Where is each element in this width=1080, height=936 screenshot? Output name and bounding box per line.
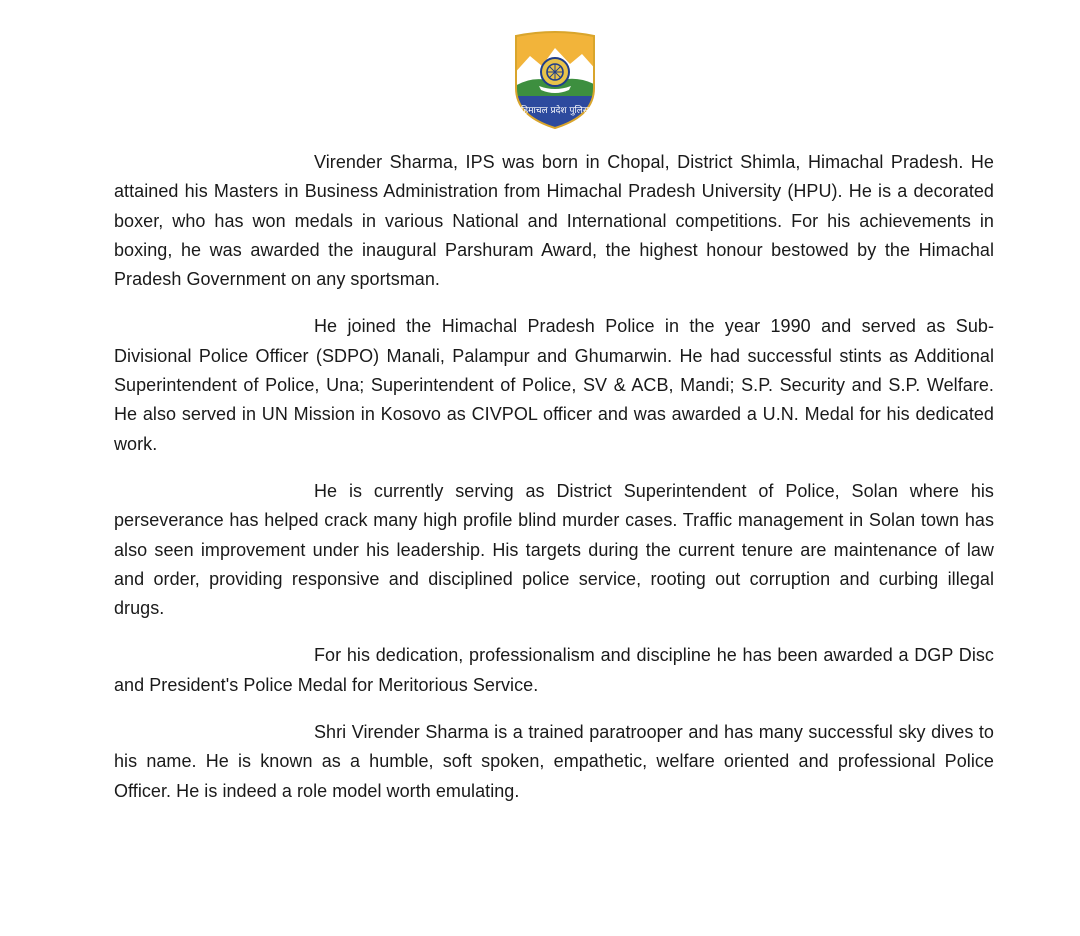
biography-text bbox=[114, 148, 994, 824]
paragraph-personal: Shri Virender Sharma is a trained paratrooper and has many successful sky dives to his name. He is known as a humble, soft spoken, empathetic, welfare oriented and professional Police Officer. He is indeed a role model worth emulating. bbox=[114, 722, 994, 801]
paragraph-early-life: Virender Sharma, IPS was born in Chopal, District Shimla, Himachal Pradesh. He attained his Masters in Business Administration from Himachal Pradesh University (HPU). He is a decorated boxer, who has won medals in various National and International competitions. For his achievements in boxing, he was awarded the inaugural Parshuram Award, the highest honour bestowed by the Himachal Pradesh Government on any sportsman. bbox=[114, 152, 994, 290]
himachal-pradesh-police-emblem-icon bbox=[512, 30, 598, 130]
svg-text:हिमाचल प्रदेश पुलिस: हिमाचल प्रदेश पुलिस bbox=[520, 106, 590, 116]
paragraph-career: He joined the Himachal Pradesh Police in the year 1990 and served as Sub-Divisional Police Officer (SDPO) Manali, Palampur and Ghumarwin. He had successful stints as Additional Superintendent of Police, Una; Superintendent of Police, SV & ACB, Mandi; S.P. Security and S.P. Welfare. He also served in UN Mission in Kosovo as CIVPOL officer and was awarded a U.N. Medal for his dedicated work. bbox=[114, 316, 994, 454]
paragraph-current-role: He is currently serving as District Superintendent of Police, Solan where his perseverance has helped crack many high profile blind murder cases. Traffic management in Solan town has also seen improvement under his leadership. His targets during the current tenure are maintenance of law and order, providing responsive and disciplined police service, rooting out corruption and curbing illegal drugs. bbox=[114, 480, 994, 619]
paragraph-awards: For his dedication, professionalism and discipline he has been awarded a DGP Disc and President's Police Medal for Meritorious Service. bbox=[114, 645, 994, 695]
